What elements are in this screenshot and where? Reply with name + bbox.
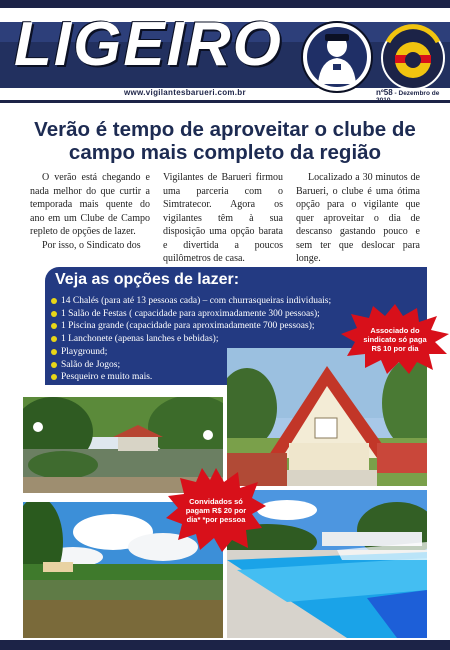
article-column-2 bbox=[163, 171, 283, 266]
issue-date: Dezembro de bbox=[398, 90, 440, 97]
paragraph: O verão está chegando e nada melhor do que curtir a temporada mais quente do ano em um Clube de Campo repleto de opções de lazer. bbox=[30, 172, 150, 237]
website-url: www.vigilantesbarueri.com.br bbox=[124, 88, 246, 97]
article-column-3 bbox=[296, 171, 420, 266]
bullet-icon bbox=[51, 323, 57, 329]
masthead bbox=[0, 0, 450, 108]
member-price-text: Associado do sindicato só paga R$ 10 por dia bbox=[363, 325, 427, 353]
issue-info: nº58 - Dezembro de bbox=[376, 88, 450, 104]
list-item bbox=[51, 295, 331, 308]
footer-strip bbox=[0, 640, 450, 650]
newsletter-logo: LIGEIRO bbox=[14, 10, 283, 79]
guest-price-text: Convidados só pagam R$ 20 por dia* *por pessoa bbox=[185, 496, 247, 524]
masthead-top-strip bbox=[0, 0, 450, 8]
leisure-title: Veja as opções de lazer: bbox=[55, 271, 240, 288]
article-column-1 bbox=[30, 171, 150, 252]
article-headline: Verão é tempo de aproveitar o clube de campo mais completo da região bbox=[34, 118, 416, 164]
paragraph: Localizado a 30 minutos de Barueri, o clube é uma ótima opção para o vigilante que quer aproveitar o dia de descanso gastando pouco e sem ter que deslocar para longe. bbox=[296, 172, 420, 264]
list-item bbox=[51, 333, 331, 346]
paragraph: Vigilantes de Barueri firmou uma parceria com o Simtratecor. Agora os vigilantes têm à sua disposição uma opção barata e divertida a poucos quilômetros de casa. bbox=[163, 172, 283, 264]
masthead-rule bbox=[0, 100, 450, 103]
union-seal-icon bbox=[380, 22, 446, 92]
guest-price-starburst bbox=[166, 468, 266, 552]
bullet-icon bbox=[51, 362, 57, 368]
bullet-icon bbox=[51, 349, 57, 355]
list-item-text: Pesqueiro e muito mais. bbox=[61, 372, 153, 383]
list-item bbox=[51, 308, 331, 321]
bullet-icon bbox=[51, 336, 57, 342]
list-item-text: Playground; bbox=[61, 346, 108, 357]
list-item-text: 14 Chalés (para até 13 pessoas cada) – com churrasqueiras individuais; bbox=[61, 296, 332, 306]
list-item-text: 1 Piscina grande (capacidade para aproximadamente 700 pessoas); bbox=[61, 321, 315, 332]
article-body bbox=[30, 171, 420, 264]
list-item bbox=[51, 320, 331, 333]
list-item-text: 1 Lanchonete (apenas lanches e bebidas); bbox=[61, 334, 219, 345]
bullet-icon bbox=[51, 311, 57, 317]
bullet-icon bbox=[51, 298, 57, 304]
security-guard-emblem-icon bbox=[300, 20, 374, 94]
paragraph: Por isso, o Sindicato dos bbox=[42, 239, 141, 251]
issue-number: nº58 bbox=[376, 88, 393, 97]
list-item-text: Salão de Jogos; bbox=[61, 359, 121, 370]
bullet-icon bbox=[51, 374, 57, 380]
member-price-starburst bbox=[341, 304, 449, 374]
list-item-text: 1 Salão de Festas ( capacidade para aproximadamente 300 pessoas); bbox=[61, 308, 320, 319]
